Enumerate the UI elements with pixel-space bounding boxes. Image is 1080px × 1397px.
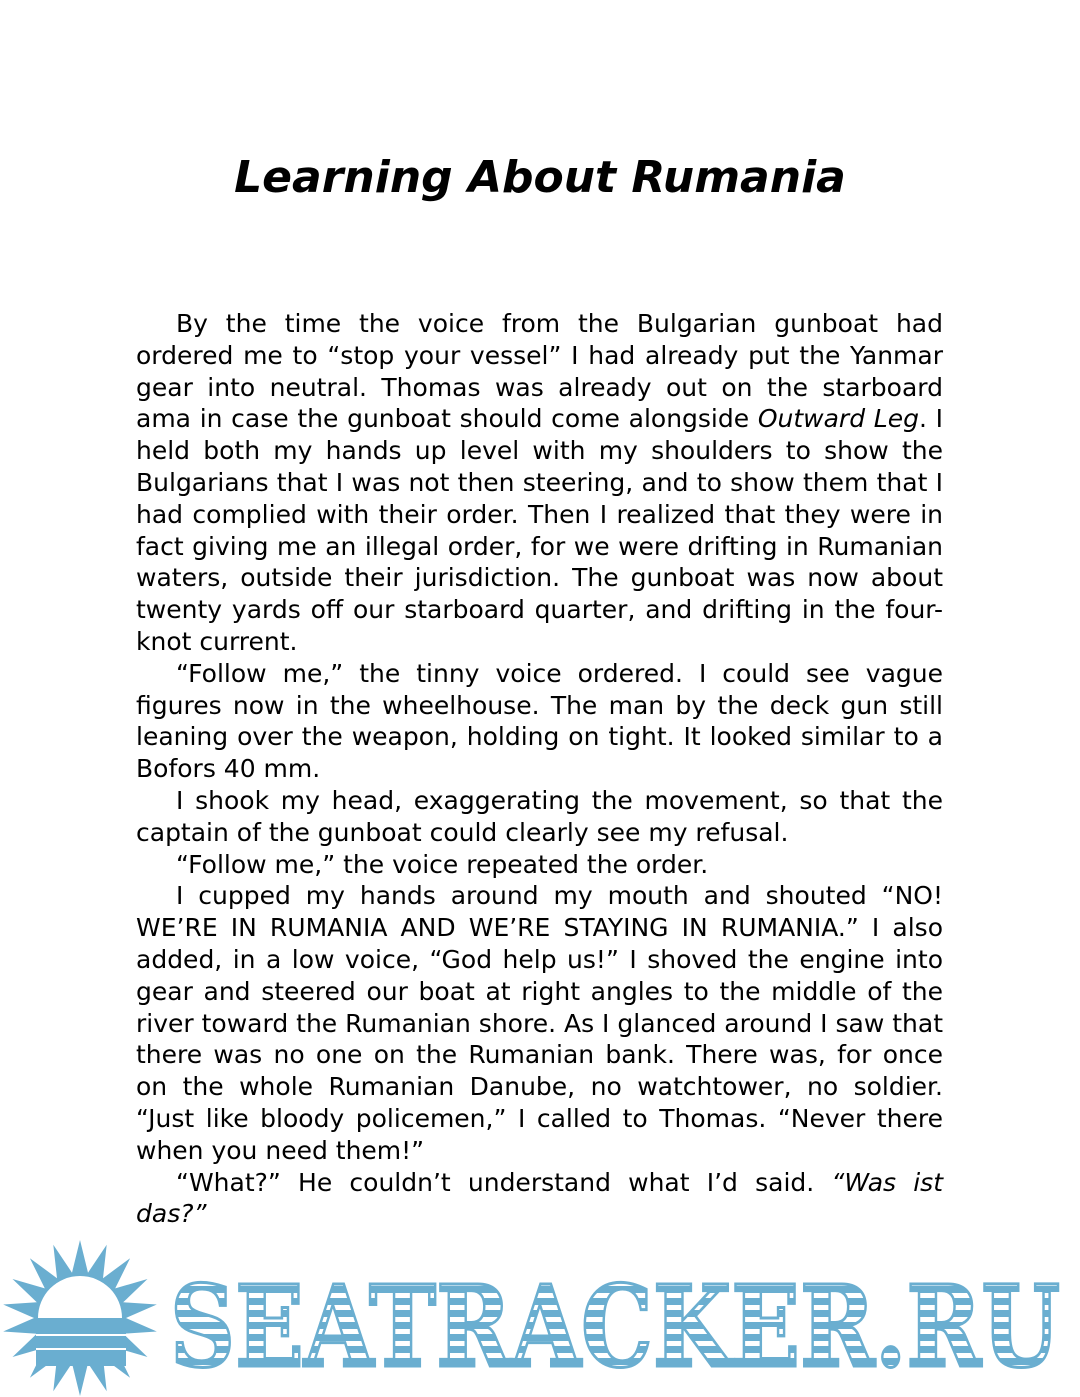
paragraph-text: . I held both my hands up level with my shoulders to show the Bulgarians that I was not then steering, and to show them that I had complied with their order. Then I realized that they were in fact giving me an illegal order, for we were drifting in Rumanian waters, outside their jurisdiction. The gunboat was now about twenty yards off our starboard quarter, and drifting in the four-knot current. <box>136 404 943 656</box>
paragraph <box>136 308 943 658</box>
paragraph <box>136 785 943 849</box>
paragraph <box>136 849 943 881</box>
paragraph-text: I shook my head, exaggerating the movement, so that the captain of the gunboat could clearly see my refusal. <box>136 785 943 847</box>
body-text <box>136 308 943 1230</box>
paragraph <box>136 1167 943 1231</box>
sun-icon <box>3 1240 157 1396</box>
paragraph-text: “Follow me,” the voice repeated the order. <box>176 849 709 879</box>
paragraph <box>136 658 943 785</box>
paragraph-text: “Follow me,” the tinny voice ordered. I could see vague figures now in the wheelhouse. The man by the deck gun still leaning over the weapon, holding on tight. It looked similar to a Bofors 40 mm. <box>136 658 943 784</box>
paragraph <box>136 880 943 1166</box>
watermark-text: SEATRACKER.RU <box>170 1262 1060 1393</box>
paragraph-text: By the time the voice from the Bulgarian gunboat had ordered me to “stop your vessel” I had already put the Yanmar gear into neutral. Thomas was already out on the starboard ama in case the gunboat should come alongside <box>136 309 943 434</box>
paragraph-italic-text: “Was ist das?” <box>136 1167 943 1229</box>
paragraph-italic-text: Outward Leg <box>757 404 919 434</box>
paragraph-text: “What?” He couldn’t understand what I’d said. <box>176 1167 832 1197</box>
paragraph-text: I cupped my hands around my mouth and shouted “NO! WE’RE IN RUMANIA AND WE’RE STAYING IN RUMANIA.” I also added, in a low voice, “God help us!” I shoved the engine into gear and steered our boat at right angles to the middle of the river toward the Rumanian shore. As I glanced around I saw that there was no one on the Rumanian bank. There was, for once on the whole Rumanian Danube, no watchtower, no soldier. “Just like bloody policemen,” I called to Thomas. “Never there when you need them!” <box>136 881 943 1165</box>
watermark <box>0 1238 1080 1397</box>
chapter-title: Learning About Rumania <box>234 152 846 203</box>
